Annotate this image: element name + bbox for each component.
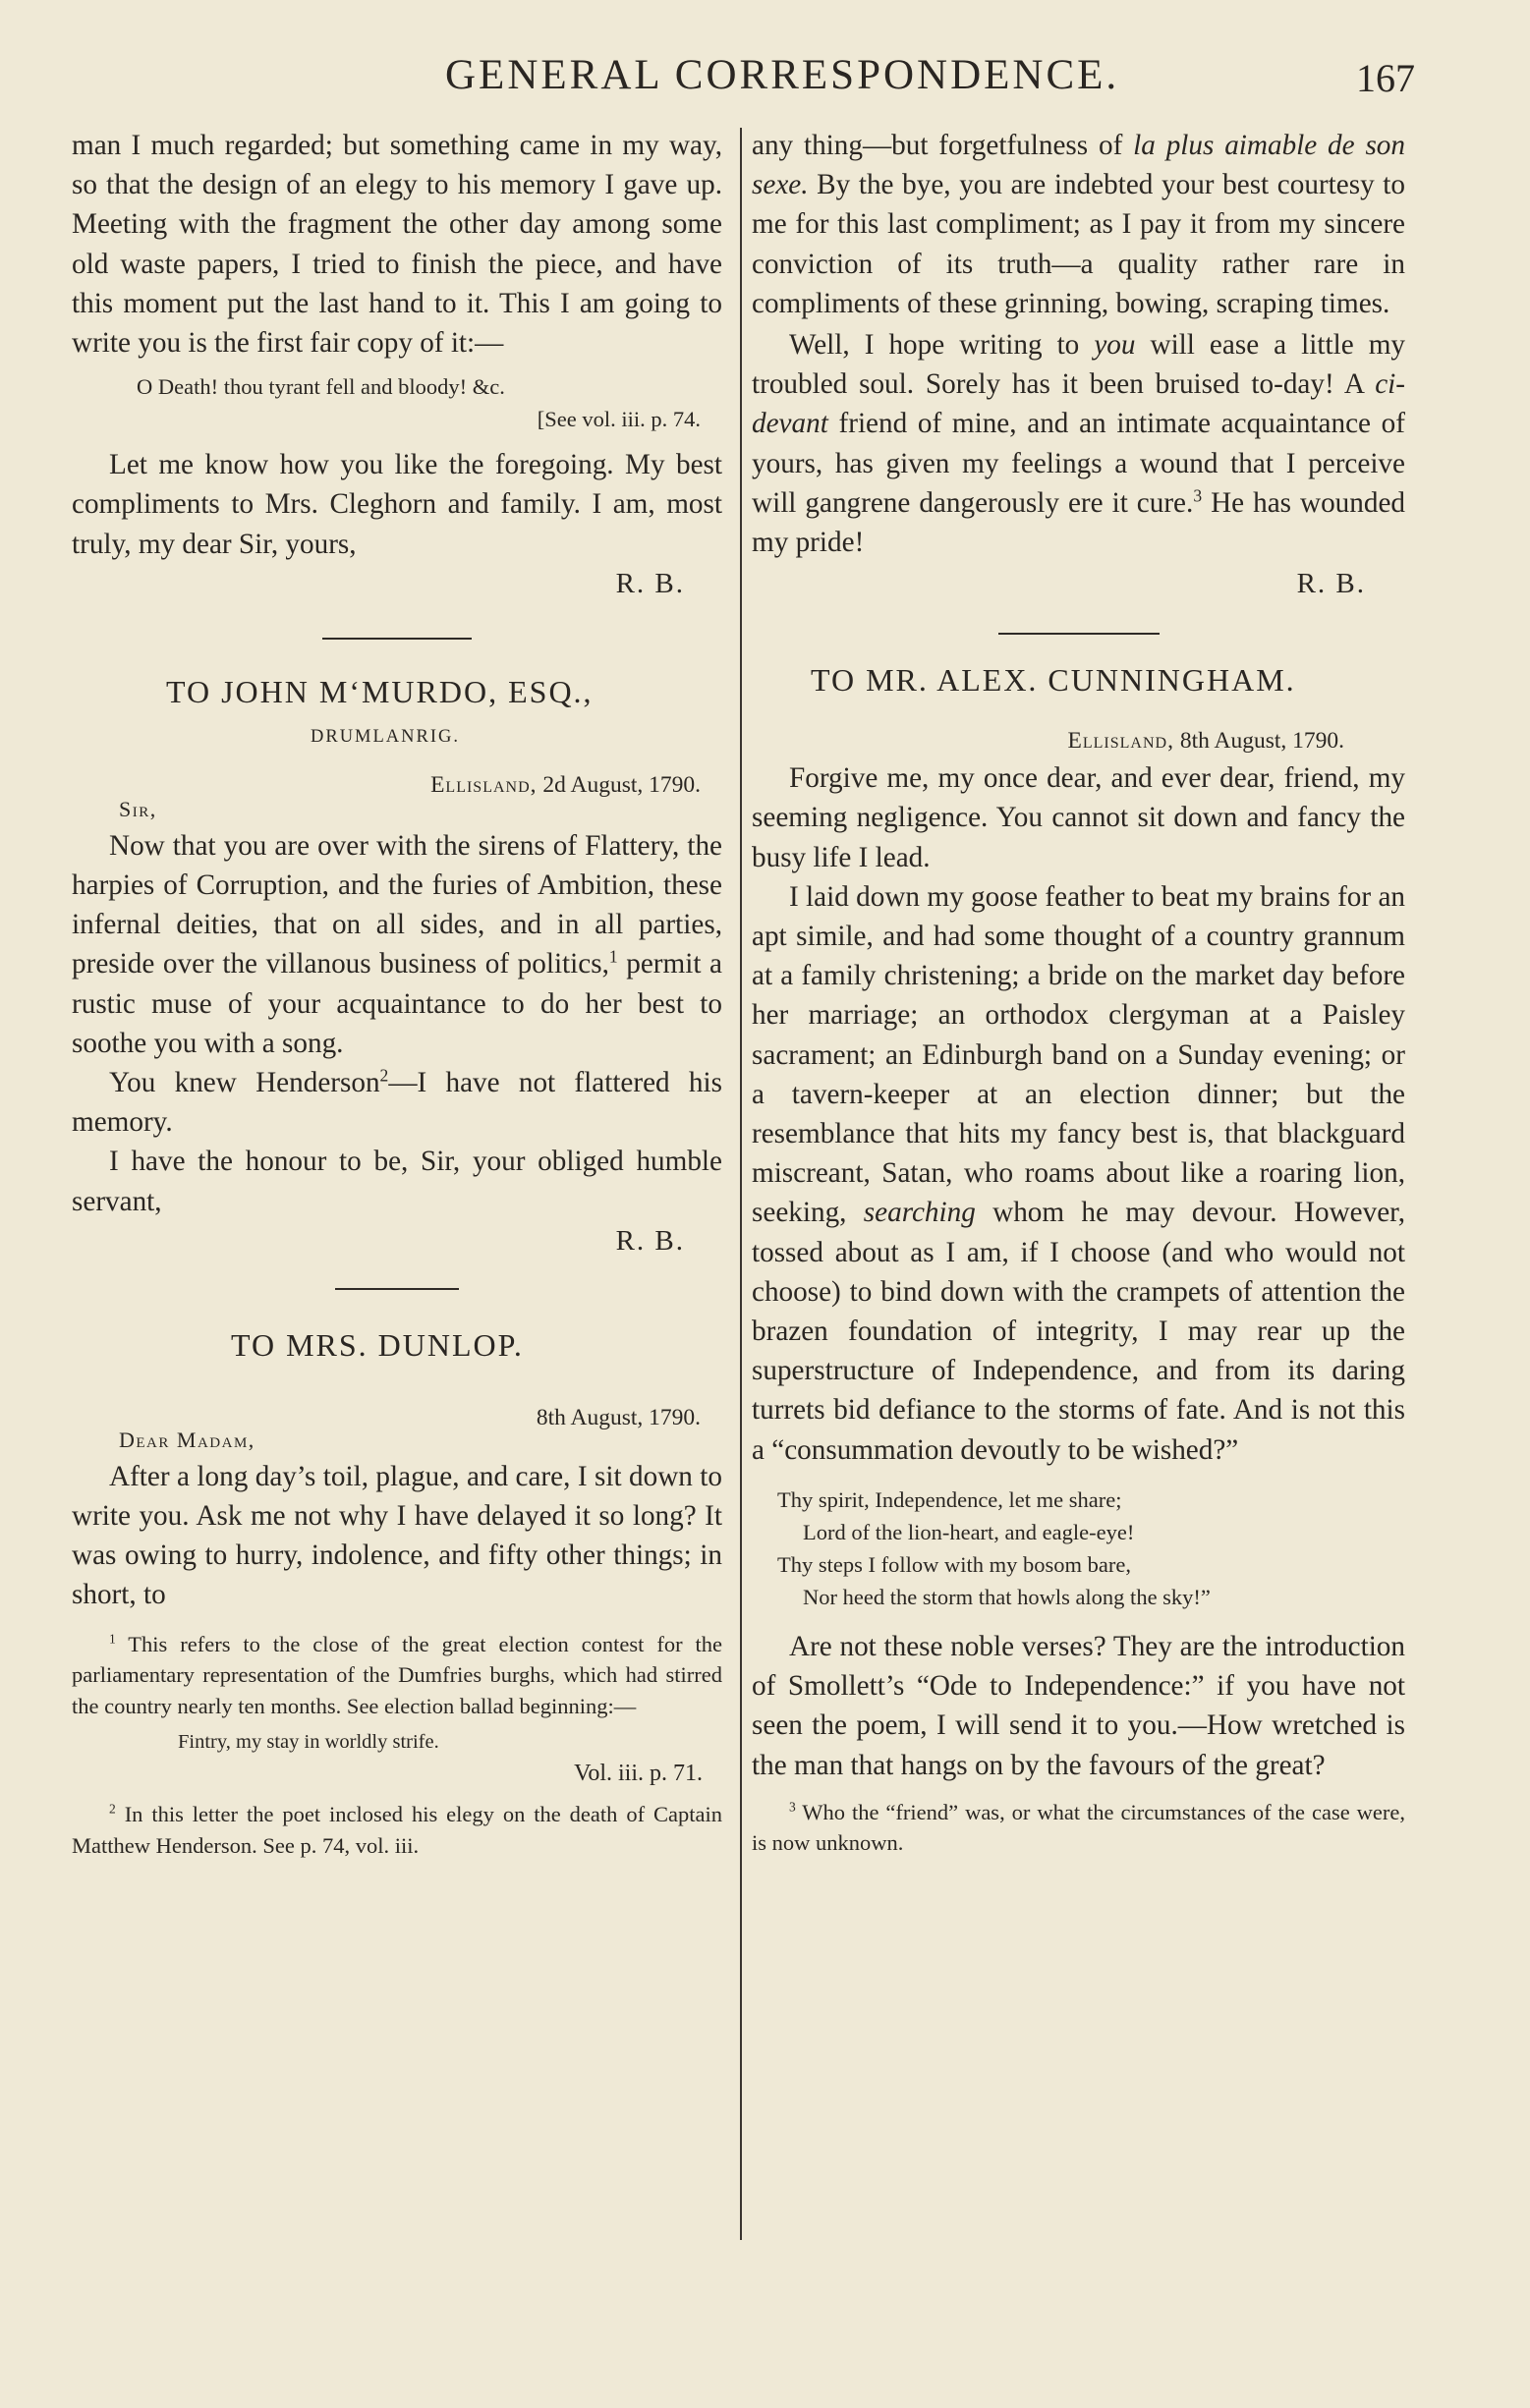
letter-paragraph: After a long day’s toil, plague, and care, I sit down to write you. Ask me not why I have delayed it so long? It was owing to hurry, indolence, and fifty other things; in short, to (72, 1460, 722, 1611)
section-rule (998, 633, 1160, 635)
verse-line: Lord of the lion-heart, and eagle-eye! (803, 1519, 1135, 1544)
footnote-marker: 1 (608, 946, 618, 967)
footnote-1 (72, 1629, 722, 1722)
text-run: I laid down my goose feather to beat my brains for an apt simile, and had some thought of a country grannum at a family christening; a bride on the market day before her marriage; an orthodox clergyman at a Paisley sacrament; an Edinburgh band on a Sunday evening; or a tavern-keeper at an election dinner; but the resemblance that hits my fancy best is, that blackguard miscreant, Satan, who roams about like a roaring lion, seeking, (752, 880, 1405, 1229)
right-column (752, 126, 1405, 1859)
right-paragraph-2 (752, 325, 1405, 562)
right-paragraph-1 (752, 126, 1405, 323)
footnote-reference: Vol. iii. p. 71. (574, 1760, 703, 1786)
text-run: any thing—but forgetfulness of (752, 130, 1134, 161)
section-rule (335, 1288, 459, 1290)
footnote-number: 2 (109, 1801, 116, 1817)
text-run: He has wounded my pride! (752, 486, 1405, 559)
text-run: permit a rustic muse of your acquaintance to do her best to soothe you with a song. (72, 948, 722, 1059)
footnote-number: 1 (109, 1631, 116, 1647)
running-title: GENERAL CORRESPONDENCE. (445, 52, 1120, 98)
letter-paragraph: I have the honour to be, Sir, your obliged humble servant, (72, 1146, 722, 1217)
footnote-3 (752, 1797, 1405, 1859)
letter-paragraph: Forgive me, my once dear, and ever dear, friend, my seeming negligence. You cannot sit down and fancy the busy life I lead. (752, 762, 1405, 873)
text-run: You knew Henderson (109, 1067, 380, 1099)
letter-paragraph: Are not these noble verses? They are the introduction of Smollett’s “Ode to Independence:” if you have not seen the poem, I will send it to you.—How wretched is the man that hangs on by the favours of the great? (752, 1630, 1405, 1781)
verse-reference: [See vol. iii. p. 74. (537, 407, 701, 432)
verse-line: Thy steps I follow with my bosom bare, (777, 1551, 1131, 1577)
footnote-verse: Fintry, my stay in worldly strife. (178, 1731, 439, 1754)
text-run: By the bye, you are indebted your best courtesy to me for this last compliment; as I pay it from my sincere conviction of its truth—a quality rather rare in compliments of these grinning, bowing, scraping times. (752, 169, 1405, 319)
footnote-text: This refers to the close of the great election contest for the parliamentary representation of the Dumfries burghs, which had stirred the country nearly ten months. See election ballad beginning:— (72, 1631, 723, 1718)
footnote-marker: 3 (1193, 485, 1203, 506)
verse-line: Nor heed the storm that howls along the sky!” (803, 1584, 1211, 1609)
verse-block (752, 1484, 1405, 1613)
salutation: Dear Madam, (119, 1427, 255, 1452)
text-run: —I have not flattered his memory. (72, 1067, 722, 1139)
left-paragraph-1: man I much regarded; but something came in my way, so that the design of an elegy to his memory I gave up. Meeting with the fragment the other day among some old waste papers, I tried to finish the piece, and have this moment put the last hand to it. This I am going to write you is the first fair copy of it:— (72, 130, 722, 360)
left-paragraph-2: Let me know how you like the foregoing. My best compliments to Mrs. Cleghorn and family. I am, most truly, my dear Sir, yours, (72, 449, 722, 560)
italic-run: ci-devant (752, 368, 1405, 440)
letter-paragraph (72, 826, 722, 1063)
page-number: 167 (1356, 56, 1415, 100)
text-run: friend of mine, and an intimate acquaintance of yours, has given my feelings a wound that I perceive will gangrene dangerously ere it cure. (752, 408, 1405, 519)
column-divider (740, 128, 742, 2240)
text-run: will ease a little my troubled soul. Sorely has it been bruised to-day! A (752, 329, 1405, 401)
italic-run: you (1094, 329, 1136, 362)
footnote-text: In this letter the poet inclosed his elegy on the death of Captain Matthew Henderson. See p. 74, vol. iii. (72, 1802, 722, 1858)
italic-run: la plus aimable de son sexe. (752, 130, 1405, 201)
letter-heading: TO JOHN M‘MURDO, ESQ., (166, 673, 594, 709)
dateline-date: 8th August, 1790. (1179, 728, 1344, 755)
section-rule (322, 638, 472, 640)
signature: R. B. (615, 567, 685, 599)
verse-line: Thy spirit, Independence, let me share; (777, 1486, 1122, 1512)
salutation: Sir, (119, 796, 157, 821)
italic-run: searching (863, 1197, 976, 1229)
dateline (752, 725, 1405, 756)
letter-heading: TO MR. ALEX. CUNNINGHAM. (811, 662, 1296, 699)
dateline-place: Ellisland, (1067, 728, 1174, 755)
signature: R. B. (615, 1224, 685, 1257)
letter-paragraph (752, 877, 1405, 1470)
letter-paragraph (72, 1063, 722, 1142)
left-column (72, 126, 722, 1861)
signature: R. B. (1296, 568, 1366, 600)
footnote-number: 3 (789, 1799, 796, 1815)
text-run: Well, I hope writing to (789, 329, 1095, 362)
footnote-text: Who the “friend” was, or what the circumstances of the case were, is now unknown. (752, 1799, 1405, 1856)
page-header (0, 51, 1530, 110)
letter-subheading: DRUMLANRIG. (311, 726, 461, 747)
footnotes (72, 1629, 722, 1862)
letter-heading: TO MRS. DUNLOP. (231, 1326, 524, 1363)
text-run: Now that you are over with the sirens of Flattery, the harpies of Corruption, and the furies of Ambition, these infernal deities, that on all sides, and in all parties, preside over the villanous business of politics, (72, 829, 722, 980)
verse-line: O Death! thou tyrant fell and bloody! &c. (137, 374, 505, 400)
footnote-marker: 2 (379, 1065, 389, 1086)
text-run: whom he may devour. However, tossed about as I am, if I choose (and who would not choose) to bind down with the crampets of attention the brazen foundation of integrity, I may rear up the superstructure of Independence, and from its daring turrets bid defiance to the storms of fate. And is not this a “consummation devoutly to be wished?” (752, 1197, 1405, 1466)
dateline-date: 2d August, 1790. (542, 771, 701, 798)
dateline-date: 8th August, 1790. (536, 1404, 701, 1430)
footnote-2 (72, 1799, 722, 1861)
dateline-place: Ellisland, (430, 771, 538, 798)
